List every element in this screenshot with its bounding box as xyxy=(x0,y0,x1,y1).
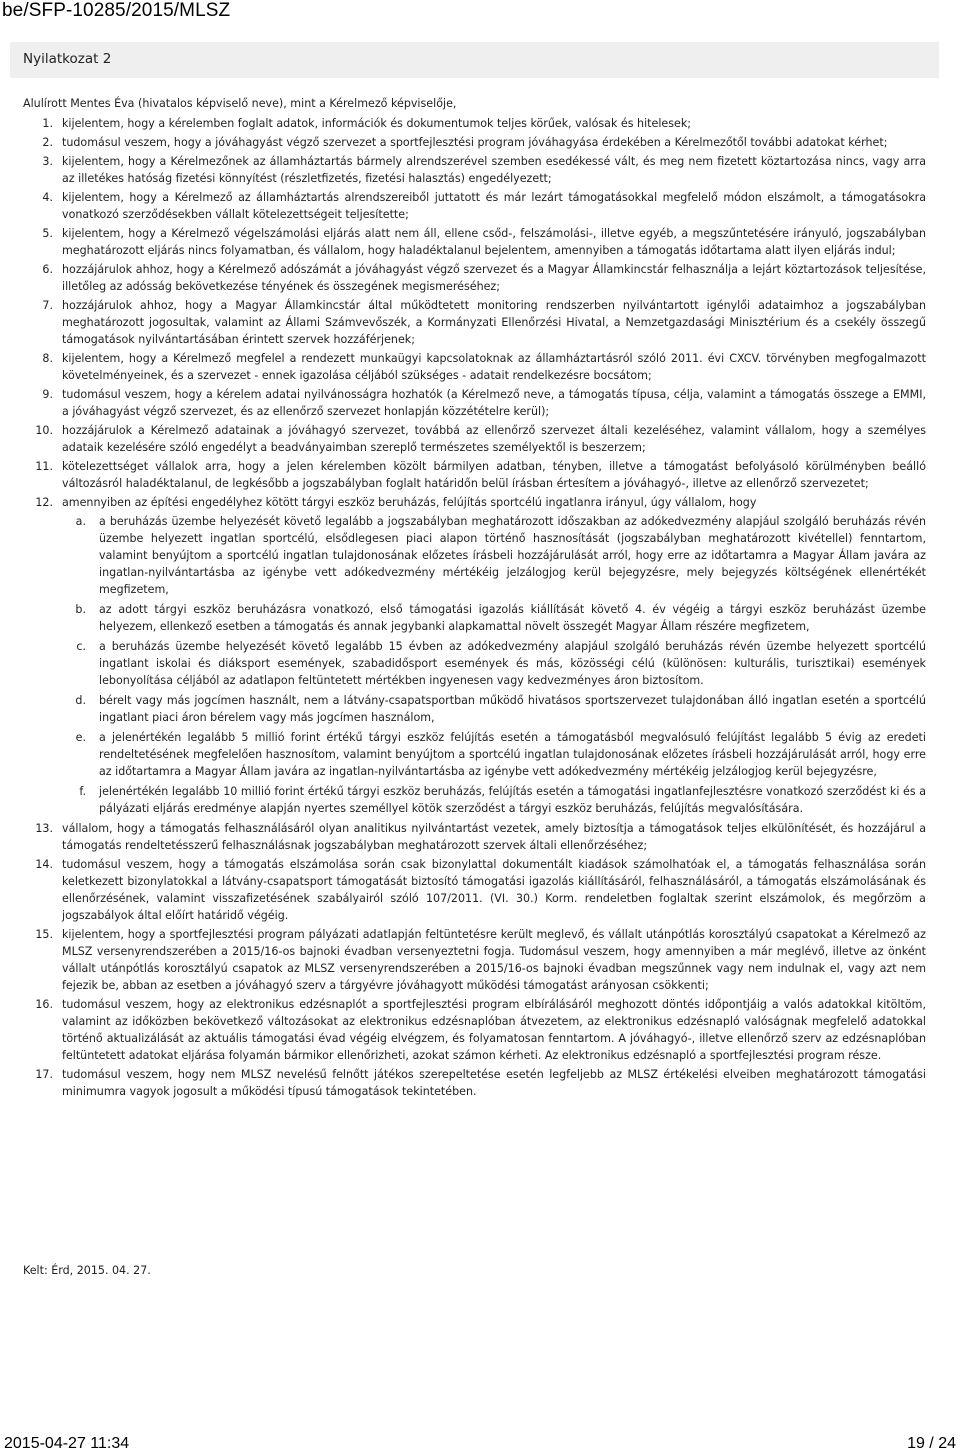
sub-list-item xyxy=(62,729,926,780)
page-number: 19 / 24 xyxy=(907,1435,956,1452)
item-number: 3. xyxy=(42,155,53,168)
item-number: 12. xyxy=(35,496,53,509)
list-item xyxy=(23,134,926,151)
item-text: amennyiben az építési engedélyhez kötött tárgyi eszköz beruházás, felújítás sportcélú ingatlanra irányul, úgy vállalom, hogy xyxy=(62,496,757,509)
item-text: tudomásul veszem, hogy a kérelem adatai nyilvánosságra hozhatók (a Kérelmező neve, a támogatás típusa, célja, valamint a támogatás összege a EMMI, a jóváhagyást végző szervezet, és az ellenőrző szervezet honlapján közzétételre kerül); xyxy=(62,388,926,418)
sub-list-item xyxy=(62,783,926,817)
list-item xyxy=(23,115,926,132)
item-text: tudomásul veszem, hogy az elektronikus edzésnaplót a sportfejlesztési program elbírálásáról meghozott döntés időpontjáig a valós adatokkal kitöltöm, valamint az időközben bekövetkező változásokat az elektronikus edzésnaplóban átvezetem, az elektronikus edzésnapló valóságnak megfelelő adatokkal történő aktualizálását az aktuális támogatási évad végéig elvégzem, és folyamatosan fenntartom. A jóváhagyó-, illetve ellenőrző szerv az edzésnaplóban feltüntetett adatokat eljárása folyamán bármikor ellenőrizheti, azokat számon kérheti. Az elektronikus edzésnapló a sportfejlesztési program része. xyxy=(62,998,926,1062)
list-item xyxy=(23,422,926,456)
item-text: hozzájárulok ahhoz, hogy a Magyar Államkincstár által működtetett monitoring rendszerben nyilvántartott igénylői adataimhoz a jogszabályban meghatározott jogosultak, valamint az Állami Számvevőszék, a Kormányzati Ellenőrzési Hivatal, a Nemzetgazdasági Minisztérium és a csekély összegű támogatások nyilvántartásában érintett szervek hozzáférjenek; xyxy=(62,299,926,346)
sub-item-letter: b. xyxy=(75,603,86,616)
declaration-body xyxy=(23,95,926,1102)
item-number: 7. xyxy=(42,299,53,312)
item-number: 14. xyxy=(35,858,53,871)
intro-text: Alulírott Mentes Éva (hivatalos képviselő neve), mint a Kérelmező képviselője, xyxy=(23,97,457,110)
item-number: 1. xyxy=(42,117,53,130)
list-item xyxy=(23,820,926,854)
item-text: hozzájárulok a Kérelmező adatainak a jóváhagyó szervezet, továbbá az ellenőrző szervezet általi kezeléséhez, valamint vállalom, hogy a személyes adataik kezelésére szóló engedélyt a beadványaimban szereplő természetes személyektől is beszerzem; xyxy=(62,424,926,454)
sub-item-text: a jelenértékén legalább 5 millió forint értékű tárgyi eszköz felújítás esetén a támogatásból megvalósuló felújítást legalább 5 évig az eredeti rendeltetésének megfelelően hasznosítom, valamint benyújtom a sportcélú ingatlan tulajdonosának előzetes írásbeli hozzájárulását arról, hogy erre az időtartamra a Magyar Állam javára az ingatlan-nyilvántartásba az igénybe vett adókedvezmény mértékéig jelzálogjog kerül bejegyzésre, xyxy=(99,731,926,778)
sub-item-letter: d. xyxy=(75,694,86,707)
list-item xyxy=(23,856,926,924)
item-number: 9. xyxy=(42,388,53,401)
item-number: 4. xyxy=(42,191,53,204)
sub-item-text: az adott tárgyi eszköz beruházásra vonatkozó, első támogatási igazolás kiállítását követő 4. év végéig a tárgyi eszköz beruházást üzembe helyezem, ellenkező esetben a támogatás és annak jegybanki alapkamattal növelt összegét Magyar Állam részére megfizetem, xyxy=(99,603,926,633)
sub-list-item xyxy=(62,638,926,689)
item-text: kijelentem, hogy a Kérelmező végelszámolási eljárás alatt nem áll, ellene csőd-, felszámolási-, illetve egyéb, a megszűntetésére irányuló, jogszabályban meghatározott eljárás nincs folyamatban, és vállalom, hogy haladéktalanul bejelentem, amennyiben a támogatás időtartama alatt ilyen eljárás indul; xyxy=(62,227,926,257)
section-title: Nyilatkozat 2 xyxy=(23,51,112,67)
item-number: 17. xyxy=(35,1068,53,1081)
document-id: be/SFP-10285/2015/MLSZ xyxy=(2,0,231,21)
item-text: vállalom, hogy a támogatás felhasználásáról olyan analitikus nyilvántartást vezetek, amely biztosítja a támogatások teljes elkülönítését, és hozzájárul a támogatás rendeltetésszerű felhasználásnak jogszabályban meghatározott szervek általi ellenőrzéséhez; xyxy=(62,822,926,852)
item-number: 8. xyxy=(42,352,53,365)
list-item xyxy=(23,1066,926,1100)
sub-item-letter: e. xyxy=(75,731,86,744)
item-number: 16. xyxy=(35,998,53,1011)
list-item xyxy=(23,458,926,492)
item-number: 13. xyxy=(35,822,53,835)
list-item xyxy=(23,386,926,420)
item-number: 10. xyxy=(35,424,53,437)
list-item xyxy=(23,153,926,187)
sub-item-text: a beruházás üzembe helyezését követő legalább 15 évben az adókedvezmény alapjául szolgáló beruházás révén üzembe helyezett sportcélú ingatlant iskolai és diáksport események, szabadidősport események és más, közösségi célú (különösen: kulturális, turisztikai) események lebonyolítása céljából az adatlapon feltüntetett mértékben ingyenesen vagy kedvezményes áron biztosítom. xyxy=(99,640,926,687)
signature-date: Kelt: Érd, 2015. 04. 27. xyxy=(23,1264,151,1277)
list-item xyxy=(23,926,926,994)
list-item xyxy=(23,261,926,295)
item-number: 15. xyxy=(35,928,53,941)
list-item xyxy=(23,297,926,348)
item-text: kijelentem, hogy a Kérelmezőnek az államháztartás bármely alrendszerével szemben esedékessé vált, és meg nem fizetett köztartozása nincs, vagy arra az illetékes hatóság fizetési könnyítést (részletfizetés, fizetési halasztás) engedélyezett; xyxy=(62,155,926,185)
list-item xyxy=(23,996,926,1064)
item-text: kijelentem, hogy a Kérelmező az államháztartás alrendszereiből juttatott és már lezárt támogatásokkal megfelelő módon elszámolt, a támogatásokra vonatkozó szerződésekben vállalt kötelezettségeit teljesítette; xyxy=(62,191,926,221)
list-item xyxy=(23,350,926,384)
sub-item-text: bérelt vagy más jogcímen használt, nem a látvány-csapatsportban működő hivatásos sportszervezet tulajdonában álló ingatlan esetén a sportcélú ingatlant piaci áron bérelem vagy más jogcímen használom, xyxy=(99,694,926,724)
sub-item-letter: a. xyxy=(75,515,86,528)
print-timestamp: 2015-04-27 11:34 xyxy=(4,1435,130,1452)
list-item xyxy=(23,189,926,223)
item-text: kijelentem, hogy a sportfejlesztési program pályázati adatlapján feltüntetésre került meglevő, és vállalt utánpótlás korosztályú csapatokat a Kérelmező az MLSZ versenyrendszerében a 2015/16-os bajnoki évadban versenyeztetni fogja. Tudomásul veszem, hogy amennyiben a már meglévő, illetve az önként vállalt utánpótlás korosztályú csapatok az MLSZ versenyrendszerében a 2015/16-os bajnoki évadban megszűnnek vagy nem indulnak el, vagy azt nem fejezik be, abban az esetben a jóváhagyó szerv a tárgyévre jóváhagyott működési támogatást arányosan csökkenti; xyxy=(62,928,926,992)
item-text: tudomásul veszem, hogy a jóváhagyást végző szervezet a sportfejlesztési program jóváhagyása érdekében a Kérelmezőtől további adatokat kérhet; xyxy=(62,136,888,149)
declaration-list xyxy=(23,115,926,1100)
section-header xyxy=(10,42,939,78)
item-text: kijelentem, hogy a Kérelmező megfelel a rendezett munkaügyi kapcsolatoknak az államháztartásról szóló 2011. évi CXCV. törvényben megfogalmazott követelményeinek, és a szervezet - ennek igazolása céljából szükséges - adatait rendelkezésre bocsátom; xyxy=(62,352,926,382)
item-text: tudomásul veszem, hogy a támogatás elszámolása során csak bizonylattal dokumentált kiadások számolhatóak el, a támogatás felhasználása során keletkezett bizonylatokkal a látvány-csapatsport támogatását biztosító támogatási igazolás kiállításáról, felhasználásáról, a támogatás elszámolásának és ellenőrzésének, valamint visszafizetésének szabályairól szóló 107/2011. (VI. 30.) Korm. rendeletben foglaltak szerint elszámolok, és megőrzöm a jogszabályok által előírt határidő végéig. xyxy=(62,858,926,922)
sub-item-letter: c. xyxy=(76,640,86,653)
item-number: 11. xyxy=(35,460,53,473)
sub-list xyxy=(62,513,926,817)
item-number: 5. xyxy=(42,227,53,240)
item-number: 6. xyxy=(42,263,53,276)
list-item xyxy=(23,494,926,817)
item-text: kötelezettséget vállalok arra, hogy a jelen kérelemben közölt bármilyen adatban, tényben, illetve a támogatást befolyásoló körülményben beálló változásról haladéktalanul, de legkésőbb a jogszabályban foglalt határidőn belül írásban értesítem a jóváhagyó-, illetve az ellenőrző szervezetet; xyxy=(62,460,926,490)
sub-item-letter: f. xyxy=(79,785,86,798)
sub-list-item xyxy=(62,513,926,598)
sub-list-item xyxy=(62,601,926,635)
item-text: kijelentem, hogy a kérelemben foglalt adatok, információk és dokumentumok teljes körűek, valósak és hitelesek; xyxy=(62,117,692,130)
sub-item-text: a beruházás üzembe helyezését követő legalább a jogszabályban meghatározott időszakban az adókedvezmény alapjául szolgáló beruházás révén üzembe helyezett ingatlan sportcélú, elsődlegesen piaci alapon történő hasznosítását (jogszabályban meghatározott kivétellel) fenntartom, valamint benyújtom a sportcélú ingatlan tulajdonosának előzetes írásbeli hozzájárulását arról, hogy erre az időtartamra a Magyar Állam javára az ingatlan-nyilvántartásba az igénybe vett adókedvezmény mértékéig jelzálogjog kerül bejegyzésre, mely bejegyzés költségének ellenértékét megfizetem, xyxy=(99,515,926,596)
item-number: 2. xyxy=(42,136,53,149)
sub-item-text: jelenértékén legalább 10 millió forint értékű tárgyi eszköz beruházás, felújítás esetén a támogatási ingatlanfejlesztésre vonatkozó szerződést ki és a pályázati eljárás eredménye alapján nyertes személlyel kötök szerződést a tárgyi eszköz beruházás, felújítás megvalósítására. xyxy=(99,785,926,815)
item-text: hozzájárulok ahhoz, hogy a Kérelmező adószámát a jóváhagyást végző szervezet és a Magyar Államkincstár felhasználja a lejárt köztartozások teljesítése, illetőleg az adósság bekövetkezése tényének és összegének megismeréséhez; xyxy=(62,263,926,293)
item-text: tudomásul veszem, hogy nem MLSZ nevelésű felnőtt játékos szerepeltetése esetén legfeljebb az MLSZ értékelési elveiben meghatározott támogatási minimumra vagyok jogosult a működési típusú támogatások tekintetében. xyxy=(62,1068,926,1098)
list-item xyxy=(23,225,926,259)
sub-list-item xyxy=(62,692,926,726)
